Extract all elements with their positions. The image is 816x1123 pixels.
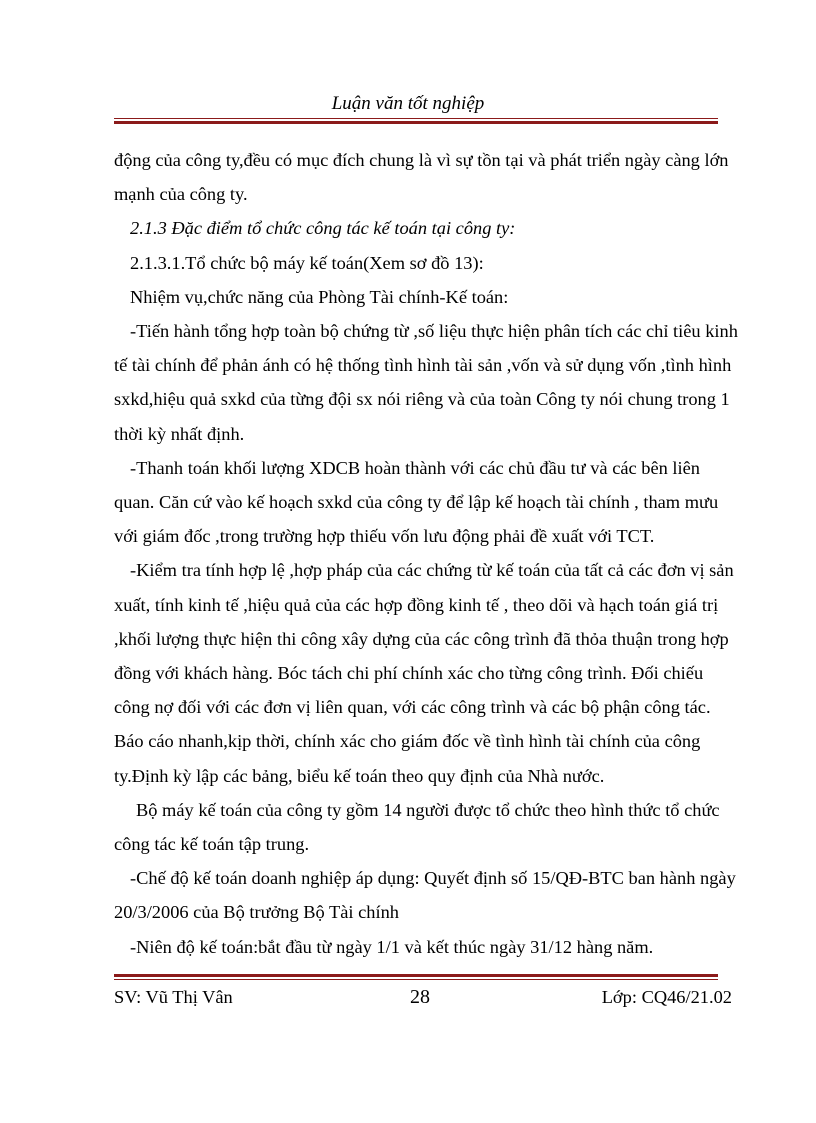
paragraph-regime: -Chế độ kế toán doanh nghiệp áp dụng: Quyết định số 15/QĐ-BTC ban hành ngày 20/3/2006 của Bộ trưởng Bộ Tài chính [114, 868, 736, 923]
student-name: SV: Vũ Thị Vân [114, 987, 233, 1007]
page-number: 28 [410, 986, 430, 1008]
page-footer [114, 985, 740, 1009]
footer-rule-thick [114, 974, 718, 977]
document-body [114, 143, 740, 964]
header-rule-thick [114, 121, 718, 124]
paragraph-intro: Nhiệm vụ,chức năng của Phòng Tài chính-Kế toán: [130, 286, 509, 307]
paragraph-fiscal-year: -Niên độ kế toán:bắt đầu từ ngày 1/1 và kết thúc ngày 31/12 hàng năm. [130, 936, 654, 957]
paragraph-task-3: -Kiểm tra tính hợp lệ ,hợp pháp của các chứng từ kế toán của tất cả các đơn vị sản xuất, tính kinh tế ,hiệu quả của các hợp đồng kinh tế , theo dõi và hạch toán giá trị ,khối lượng thực hiện thi công xây dựng của các công trình đã thỏa thuận trong hợp đồng với khách hàng. Bóc tách chi phí chính xác cho từng công trình. Đối chiếu công nợ đối với các đơn vị liên quan, với các công trình và các bộ phận công tác. Báo cáo nhanh,kịp thời, chính xác cho giám đốc về tình hình tài chính của công ty.Định kỳ lập các bảng, biểu kế toán theo quy định của Nhà nước. [114, 560, 734, 786]
paragraph-task-1: -Tiến hành tổng hợp toàn bộ chứng từ ,số liệu thực hiện phân tích các chỉ tiêu kinh tế tài chính để phản ánh có hệ thống tình hình tài sản ,vốn và sử dụng vốn ,tình hình sxkd,hiệu quả sxkd của từng đội sx nói riêng và của toàn Công ty nói chung trong 1 thời kỳ nhất định. [114, 321, 738, 444]
section-heading: 2.1.3 Đặc điểm tổ chức công tác kế toán tại công ty: [130, 218, 516, 239]
footer-rule-thin [114, 979, 718, 980]
class-label: Lớp: CQ46/21.02 [601, 987, 732, 1007]
subsection-heading: 2.1.3.1.Tổ chức bộ máy kế toán(Xem sơ đồ 13): [130, 252, 484, 273]
paragraph-continuation: động của công ty,đều có mục đích chung là vì sự tồn tại và phát triển ngày càng lớn mạnh của công ty. [114, 150, 729, 205]
header-rule-thin [114, 118, 718, 119]
paragraph-task-2: -Thanh toán khối lượng XDCB hoàn thành với các chủ đầu tư và các bên liên quan. Căn cứ vào kế hoạch sxkd của công ty để lập kế hoạch tài chính , tham mưu với giám đốc ,trong trường hợp thiếu vốn lưu động phải đề xuất với TCT. [114, 457, 719, 547]
header-title: Luận văn tốt nghiệp [331, 93, 485, 114]
paragraph-staff: Bộ máy kế toán của công ty gồm 14 người được tổ chức theo hình thức tổ chức công tác kế toán tập trung. [114, 799, 720, 855]
